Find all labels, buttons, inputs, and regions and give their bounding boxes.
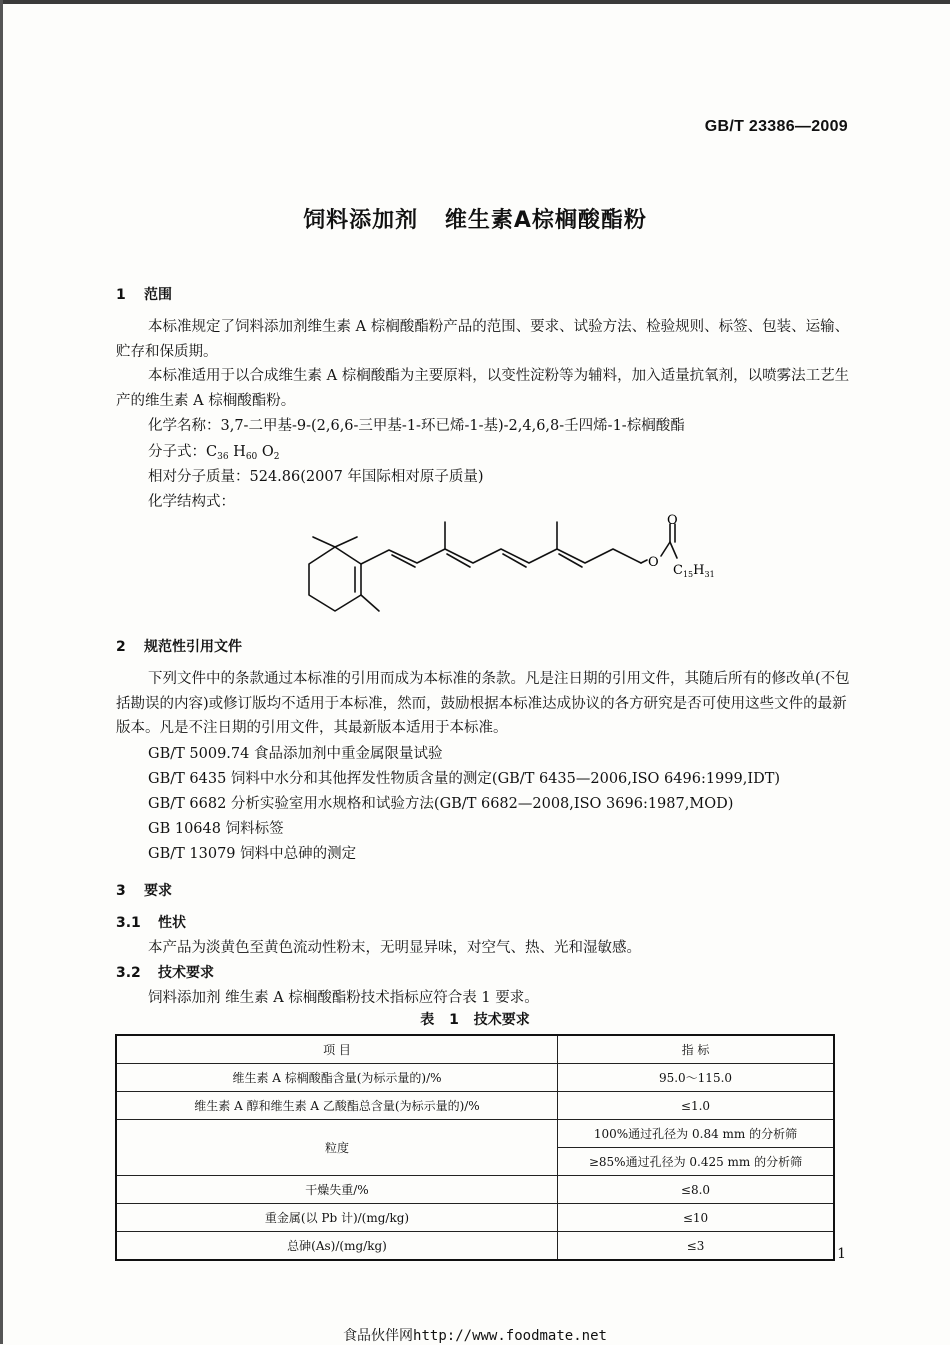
scan-edge-left xyxy=(0,0,3,1344)
table-cell-value: ≤8.0 xyxy=(558,1176,835,1204)
section-3-2-text: 饲料添加剂 维生素 A 棕榈酸酯粉技术指标应符合表 1 要求。 xyxy=(148,990,539,1006)
page-number: 1 xyxy=(837,1246,846,1262)
formula-h-count: 60 xyxy=(245,452,258,462)
section-3-1-text: 本产品为淡黄色至黄色流动性粉末，无明显异味，对空气、热、光和湿敏感。 xyxy=(148,940,641,956)
scan-edge-top xyxy=(0,0,950,4)
table-cell-value: ≤10 xyxy=(558,1204,835,1232)
formula-o-count: 2 xyxy=(273,452,280,462)
table-cell-item: 干燥失重/% xyxy=(116,1176,558,1204)
section-3-2-title: 技术要求 xyxy=(158,965,214,981)
chemical-structure-diagram xyxy=(285,512,715,622)
section-3-title: 要求 xyxy=(144,883,172,899)
formula-label: 分子式： xyxy=(148,444,206,460)
acyl-bond xyxy=(670,542,677,558)
table-cell-value: 95.0～115.0 xyxy=(558,1064,835,1092)
carbonyl-oxygen: O xyxy=(667,513,678,528)
formula-h: H xyxy=(233,444,246,460)
section-1-number: 1 xyxy=(116,287,126,303)
polyene-chain xyxy=(361,549,641,564)
table-row xyxy=(116,1176,834,1204)
reference-item: GB/T 6682 分析实验室用水规格和试验方法(GB/T 6682—2008,ISO 3696:1987,MOD) xyxy=(148,796,734,812)
table-cell-item: 维生素 A 棕榈酸酯含量(为标示量的)/% xyxy=(116,1064,558,1092)
ester-oxygen: O xyxy=(648,555,659,570)
molecular-mass: 相对分子质量：524.86(2007 年国际相对原子质量) xyxy=(148,469,484,485)
chemical-name: 化学名称：3,7-二甲基-9-(2,6,6-三甲基-1-环已烯-1-基)-2,4,6,8-壬四烯-1-棕榈酸酯 xyxy=(148,418,685,434)
table-row xyxy=(116,1064,834,1092)
section-1-paragraph-1 xyxy=(116,315,854,364)
group-c: C xyxy=(673,563,683,578)
table-cell-item: 粒度 xyxy=(116,1120,558,1176)
section-2-number: 2 xyxy=(116,639,126,655)
section-1-paragraph-2 xyxy=(116,364,854,413)
formula-o: O xyxy=(261,444,274,460)
table-cell-value: 100%通过孔径为 0.84 mm 的分析筛 xyxy=(558,1120,835,1148)
section-1-heading xyxy=(116,284,172,304)
palmitoyl-group xyxy=(673,563,715,579)
section-3-2-heading xyxy=(116,962,214,982)
section-3-2-number: 3.2 xyxy=(116,965,141,981)
section-2-paragraph xyxy=(116,667,854,741)
table-cell-item: 总砷(As)/(mg/kg) xyxy=(116,1232,558,1261)
standard-number: GB/T 23386—2009 xyxy=(704,118,848,135)
formula-c-count: 36 xyxy=(217,452,229,462)
table-cell-value: ≤3 xyxy=(558,1232,835,1261)
group-c-count: 15 xyxy=(682,570,694,579)
table-cell-value: ≤1.0 xyxy=(558,1092,835,1120)
section-3-1-heading xyxy=(116,912,186,932)
ester-bond-2 xyxy=(661,542,670,556)
section-1-paragraph-1-text: 本标准规定了饲料添加剂维生素 A 棕榈酸酯粉产品的范围、要求、试验方法、检验规则、标签、包装、运输、贮存和保质期。 xyxy=(116,319,850,360)
group-h: H xyxy=(693,563,705,578)
molecular-formula xyxy=(148,440,280,462)
gem-methyl-2 xyxy=(335,537,357,547)
reference-item: GB 10648 饲料标签 xyxy=(148,821,284,837)
structure-label: 化学结构式： xyxy=(148,494,235,510)
reference-item: GB/T 13079 饲料中总砷的测定 xyxy=(148,846,357,862)
table-header-row xyxy=(116,1035,834,1064)
table-header-value: 指 标 xyxy=(558,1035,835,1064)
reference-item: GB/T 6435 饲料中水分和其他挥发性物质含量的测定(GB/T 6435—2006,ISO 6496:1999,IDT) xyxy=(148,771,781,787)
technical-requirements-table xyxy=(115,1034,835,1261)
section-1-title: 范围 xyxy=(144,287,172,303)
table-cell-value: ≥85%通过孔径为 0.425 mm 的分析筛 xyxy=(558,1148,835,1176)
section-3-1-number: 3.1 xyxy=(116,915,141,931)
table-row xyxy=(116,1092,834,1120)
section-3-heading xyxy=(116,880,172,900)
table-caption: 表 1 技术要求 xyxy=(420,1012,530,1028)
section-2-paragraph-text: 下列文件中的条款通过本标准的引用而成为本标准的条款。凡是注日期的引用文件，其随后所有的修改单(不包括勘误的内容)或修订版均不适用于本标准，然而，鼓励根据本标准达成协议的各方研究是否可使用这些文件的最新版本。凡是不注日期的引用文件，其最新版本适用于本标准。 xyxy=(116,671,850,736)
group-h-count: 31 xyxy=(704,570,715,579)
formula-c: C xyxy=(206,444,218,460)
table-cell-item: 重金属(以 Pb 计)/(mg/kg) xyxy=(116,1204,558,1232)
document-title: 饲料添加剂 维生素A棕榈酸酯粉 xyxy=(303,208,647,233)
table-header-item: 项 目 xyxy=(116,1035,558,1064)
section-1-paragraph-2-text: 本标准适用于以合成维生素 A 棕榈酸酯为主要原料，以变性淀粉等为辅料，加入适量抗氧剂，以喷雾法工艺生产的维生素 A 棕榈酸酯粉。 xyxy=(116,368,850,409)
cyclohexene-ring xyxy=(309,547,361,611)
section-2-heading xyxy=(116,636,242,656)
section-2-title: 规范性引用文件 xyxy=(144,639,242,655)
table-row xyxy=(116,1120,834,1148)
table-row xyxy=(116,1232,834,1261)
reference-item: GB/T 5009.74 食品添加剂中重金属限量试验 xyxy=(148,746,443,762)
gem-methyl-1 xyxy=(313,537,335,547)
table-cell-item: 维生素 A 醇和维生素 A 乙酸酯总含量(为标示量的)/% xyxy=(116,1092,558,1120)
ring-methyl xyxy=(361,595,379,611)
ester-bond-1 xyxy=(641,560,647,563)
section-3-number: 3 xyxy=(116,883,126,899)
site-watermark: 食品伙伴网http://www.foodmate.net xyxy=(343,1328,607,1344)
section-3-1-title: 性状 xyxy=(158,915,186,931)
table-row xyxy=(116,1204,834,1232)
